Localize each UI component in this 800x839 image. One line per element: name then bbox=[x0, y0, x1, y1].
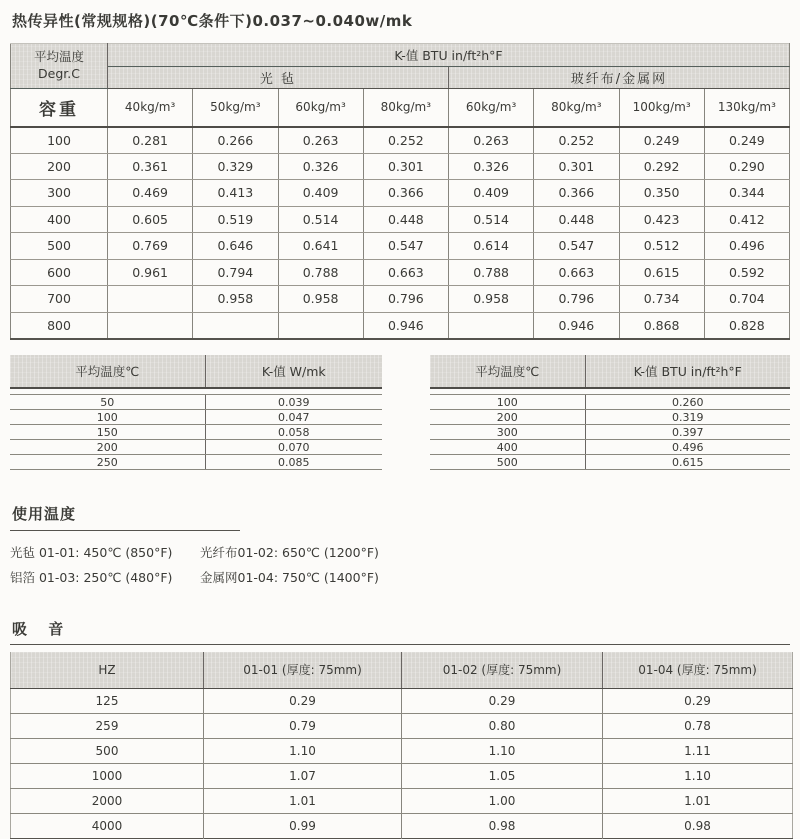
value-cell: 0.326 bbox=[278, 153, 363, 180]
service-temp-item: 金属网01-04: 750℃ (1400°F) bbox=[200, 569, 379, 585]
value-cell: 0.29 bbox=[402, 688, 603, 713]
row-label-cell: 700 bbox=[11, 286, 108, 313]
avg-temp-corner-cell bbox=[11, 44, 108, 89]
table-row bbox=[430, 425, 790, 440]
density-label-cell: 容重 bbox=[11, 89, 108, 127]
value-cell: 0.519 bbox=[193, 206, 278, 233]
value-cell: 0.397 bbox=[585, 425, 790, 440]
value-cell: 0.249 bbox=[619, 127, 704, 154]
material-group-row bbox=[11, 67, 790, 89]
value-cell: 0.249 bbox=[704, 127, 789, 154]
row-label-cell: 500 bbox=[11, 233, 108, 260]
value-cell: 1.10 bbox=[402, 738, 603, 763]
row-label-cell: 500 bbox=[430, 455, 585, 470]
service-temp-item: 光毡 01-01: 450℃ (850°F) bbox=[10, 544, 173, 560]
value-cell bbox=[449, 312, 534, 339]
w-mk-header-row bbox=[10, 355, 382, 388]
table-row bbox=[10, 395, 382, 410]
table-row bbox=[10, 410, 382, 425]
density-column-header: 50kg/m³ bbox=[193, 89, 278, 127]
row-label-cell: 259 bbox=[11, 713, 204, 738]
avg-temp-label: 平均温度 bbox=[33, 49, 84, 65]
value-cell: 0.344 bbox=[704, 180, 789, 207]
value-cell: 0.547 bbox=[363, 233, 448, 260]
column-header: 01-01 (厚度: 75mm) bbox=[204, 652, 402, 688]
value-cell: 0.80 bbox=[402, 713, 603, 738]
table-row bbox=[11, 738, 793, 763]
value-cell: 0.98 bbox=[402, 813, 603, 838]
value-cell: 1.01 bbox=[603, 788, 793, 813]
row-label-cell: 200 bbox=[10, 440, 205, 455]
service-temperature-row bbox=[10, 564, 790, 589]
heading-rule bbox=[10, 644, 790, 645]
row-label-cell: 125 bbox=[11, 688, 204, 713]
value-cell: 0.350 bbox=[619, 180, 704, 207]
value-cell: 0.319 bbox=[585, 410, 790, 425]
row-label-cell: 1000 bbox=[11, 763, 204, 788]
value-cell: 0.448 bbox=[534, 206, 619, 233]
value-cell: 0.958 bbox=[278, 286, 363, 313]
value-cell: 1.01 bbox=[204, 788, 402, 813]
sound-absorption-heading: 吸 音 bbox=[12, 620, 72, 638]
value-cell: 0.070 bbox=[205, 440, 382, 455]
btu-table bbox=[430, 355, 790, 471]
value-cell: 0.514 bbox=[449, 206, 534, 233]
row-label-cell: 2000 bbox=[11, 788, 204, 813]
service-temp-item: 铝箔 01-03: 250℃ (480°F) bbox=[10, 569, 173, 585]
column-header: 平均温度℃ bbox=[430, 355, 585, 388]
value-cell: 0.252 bbox=[534, 127, 619, 154]
value-cell: 0.361 bbox=[108, 153, 193, 180]
row-label-cell: 100 bbox=[11, 127, 108, 154]
table-row bbox=[10, 440, 382, 455]
value-cell bbox=[193, 312, 278, 339]
table-row bbox=[11, 153, 790, 180]
value-cell: 1.10 bbox=[603, 763, 793, 788]
value-cell: 0.413 bbox=[193, 180, 278, 207]
value-cell: 0.646 bbox=[193, 233, 278, 260]
column-header: 01-04 (厚度: 75mm) bbox=[603, 652, 793, 688]
value-cell: 0.78 bbox=[603, 713, 793, 738]
value-cell: 0.592 bbox=[704, 259, 789, 286]
row-label-cell: 200 bbox=[11, 153, 108, 180]
value-cell: 0.98 bbox=[603, 813, 793, 838]
value-cell: 0.512 bbox=[619, 233, 704, 260]
group-fiberglass-cell: 玻纤布/金属网 bbox=[449, 67, 790, 89]
table-row bbox=[11, 763, 793, 788]
value-cell: 0.868 bbox=[619, 312, 704, 339]
value-cell: 0.615 bbox=[619, 259, 704, 286]
value-cell: 0.412 bbox=[704, 206, 789, 233]
table-row bbox=[10, 425, 382, 440]
density-column-header: 60kg/m³ bbox=[449, 89, 534, 127]
service-temp-item: 光纤布01-02: 650℃ (1200°F) bbox=[200, 544, 379, 560]
sound-absorption-section bbox=[10, 618, 790, 839]
value-cell: 0.29 bbox=[204, 688, 402, 713]
service-temperature-row bbox=[10, 539, 790, 564]
table-row bbox=[11, 312, 790, 339]
density-column-header: 80kg/m³ bbox=[363, 89, 448, 127]
value-cell: 0.326 bbox=[449, 153, 534, 180]
service-temperature-heading: 使用温度 bbox=[12, 505, 77, 523]
table-row bbox=[430, 395, 790, 410]
value-cell: 0.615 bbox=[585, 455, 790, 470]
value-cell bbox=[108, 286, 193, 313]
value-cell: 0.252 bbox=[363, 127, 448, 154]
value-cell: 0.301 bbox=[363, 153, 448, 180]
group-felt-cell: 光 毡 bbox=[108, 67, 449, 89]
value-cell: 0.366 bbox=[534, 180, 619, 207]
value-cell: 0.329 bbox=[193, 153, 278, 180]
value-cell: 0.547 bbox=[534, 233, 619, 260]
value-cell: 0.290 bbox=[704, 153, 789, 180]
k-value-table bbox=[10, 43, 790, 340]
value-cell: 0.663 bbox=[534, 259, 619, 286]
value-cell: 0.788 bbox=[449, 259, 534, 286]
value-cell: 0.514 bbox=[278, 206, 363, 233]
value-cell: 0.958 bbox=[193, 286, 278, 313]
value-cell: 1.11 bbox=[603, 738, 793, 763]
value-cell: 0.263 bbox=[278, 127, 363, 154]
value-cell: 0.263 bbox=[449, 127, 534, 154]
table-row bbox=[11, 206, 790, 233]
table-row bbox=[11, 788, 793, 813]
value-cell bbox=[278, 312, 363, 339]
value-cell: 0.794 bbox=[193, 259, 278, 286]
service-temperature-items bbox=[10, 539, 790, 589]
value-cell: 0.605 bbox=[108, 206, 193, 233]
table-row bbox=[11, 180, 790, 207]
value-cell: 0.292 bbox=[619, 153, 704, 180]
w-mk-table bbox=[10, 355, 382, 471]
degr-c-label: Degr.C bbox=[38, 66, 80, 81]
value-cell: 0.039 bbox=[205, 395, 382, 410]
table-row bbox=[11, 127, 790, 154]
row-label-cell: 250 bbox=[10, 455, 205, 470]
value-cell: 0.448 bbox=[363, 206, 448, 233]
density-header-row bbox=[11, 89, 790, 127]
density-column-header: 100kg/m³ bbox=[619, 89, 704, 127]
row-label-cell: 400 bbox=[11, 206, 108, 233]
value-cell: 0.769 bbox=[108, 233, 193, 260]
table-row bbox=[430, 410, 790, 425]
value-cell: 0.79 bbox=[204, 713, 402, 738]
row-label-cell: 50 bbox=[10, 395, 205, 410]
table-row bbox=[10, 455, 382, 470]
value-cell: 0.641 bbox=[278, 233, 363, 260]
value-cell: 1.10 bbox=[204, 738, 402, 763]
k-unit-header-cell: K-值 BTU in/ft²h°F bbox=[108, 44, 790, 67]
value-cell: 0.958 bbox=[449, 286, 534, 313]
value-cell: 0.409 bbox=[278, 180, 363, 207]
k-unit-header-row bbox=[11, 44, 790, 67]
value-cell: 0.734 bbox=[619, 286, 704, 313]
row-label-cell: 600 bbox=[11, 259, 108, 286]
value-cell: 0.423 bbox=[619, 206, 704, 233]
value-cell: 0.788 bbox=[278, 259, 363, 286]
value-cell: 0.301 bbox=[534, 153, 619, 180]
value-cell: 0.828 bbox=[704, 312, 789, 339]
value-cell: 0.281 bbox=[108, 127, 193, 154]
row-label-cell: 300 bbox=[430, 425, 585, 440]
column-header: K-值 W/mk bbox=[205, 355, 382, 388]
density-column-header: 60kg/m³ bbox=[278, 89, 363, 127]
value-cell: 0.704 bbox=[704, 286, 789, 313]
value-cell: 1.05 bbox=[402, 763, 603, 788]
value-cell: 0.614 bbox=[449, 233, 534, 260]
row-label-cell: 4000 bbox=[91, 818, 123, 833]
density-column-header: 80kg/m³ bbox=[534, 89, 619, 127]
value-cell: 0.058 bbox=[205, 425, 382, 440]
row-label-cell: 150 bbox=[10, 425, 205, 440]
value-cell: 0.946 bbox=[363, 312, 448, 339]
column-header: 平均温度℃ bbox=[10, 355, 205, 388]
row-label-cell: 800 bbox=[11, 312, 108, 339]
value-cell: 0.99 bbox=[204, 813, 402, 838]
value-cell: 0.663 bbox=[363, 259, 448, 286]
btu-header-row bbox=[430, 355, 790, 388]
value-cell: 0.961 bbox=[108, 259, 193, 286]
density-column-header: 40kg/m³ bbox=[108, 89, 193, 127]
row-label-cell: 400 bbox=[430, 440, 585, 455]
row-label-cell: 100 bbox=[430, 395, 585, 410]
service-temperature-section bbox=[10, 503, 790, 589]
column-header: K-值 BTU in/ft²h°F bbox=[585, 355, 790, 388]
value-cell: 0.496 bbox=[704, 233, 789, 260]
column-header: 01-02 (厚度: 75mm) bbox=[402, 652, 603, 688]
column-header: HZ bbox=[11, 652, 204, 688]
heading-rule bbox=[10, 530, 240, 531]
value-cell: 0.409 bbox=[449, 180, 534, 207]
table-row bbox=[430, 440, 790, 455]
row-label-cell: 200 bbox=[430, 410, 585, 425]
density-column-header: 130kg/m³ bbox=[704, 89, 789, 127]
spacer-row bbox=[430, 388, 790, 395]
value-cell: 0.366 bbox=[363, 180, 448, 207]
value-cell: 1.07 bbox=[204, 763, 402, 788]
row-label-cell: 300 bbox=[11, 180, 108, 207]
table-row bbox=[11, 688, 793, 713]
row-label-cell: 100 bbox=[10, 410, 205, 425]
spacer-row bbox=[10, 388, 382, 395]
value-cell: 0.266 bbox=[193, 127, 278, 154]
value-cell: 0.946 bbox=[534, 312, 619, 339]
value-cell: 0.496 bbox=[585, 440, 790, 455]
value-cell: 0.796 bbox=[534, 286, 619, 313]
table-row bbox=[11, 259, 790, 286]
value-cell: 0.29 bbox=[603, 688, 793, 713]
value-cell: 0.469 bbox=[108, 180, 193, 207]
value-cell: 0.260 bbox=[585, 395, 790, 410]
page-title: 热传异性(常规规格)(70℃条件下)0.037~0.040w/mk bbox=[12, 12, 413, 30]
value-cell: 1.00 bbox=[402, 788, 603, 813]
row-label-cell: 500 bbox=[11, 738, 204, 763]
table-row bbox=[11, 286, 790, 313]
table-row bbox=[11, 233, 790, 260]
table-row bbox=[430, 455, 790, 470]
value-cell bbox=[108, 312, 193, 339]
small-tables-row bbox=[10, 355, 790, 471]
absorption-header-row bbox=[11, 652, 793, 688]
table-row bbox=[11, 713, 793, 738]
value-cell: 0.047 bbox=[205, 410, 382, 425]
value-cell: 0.796 bbox=[363, 286, 448, 313]
sound-absorption-table bbox=[10, 652, 793, 839]
value-cell: 0.085 bbox=[205, 455, 382, 470]
table-row bbox=[11, 813, 793, 838]
